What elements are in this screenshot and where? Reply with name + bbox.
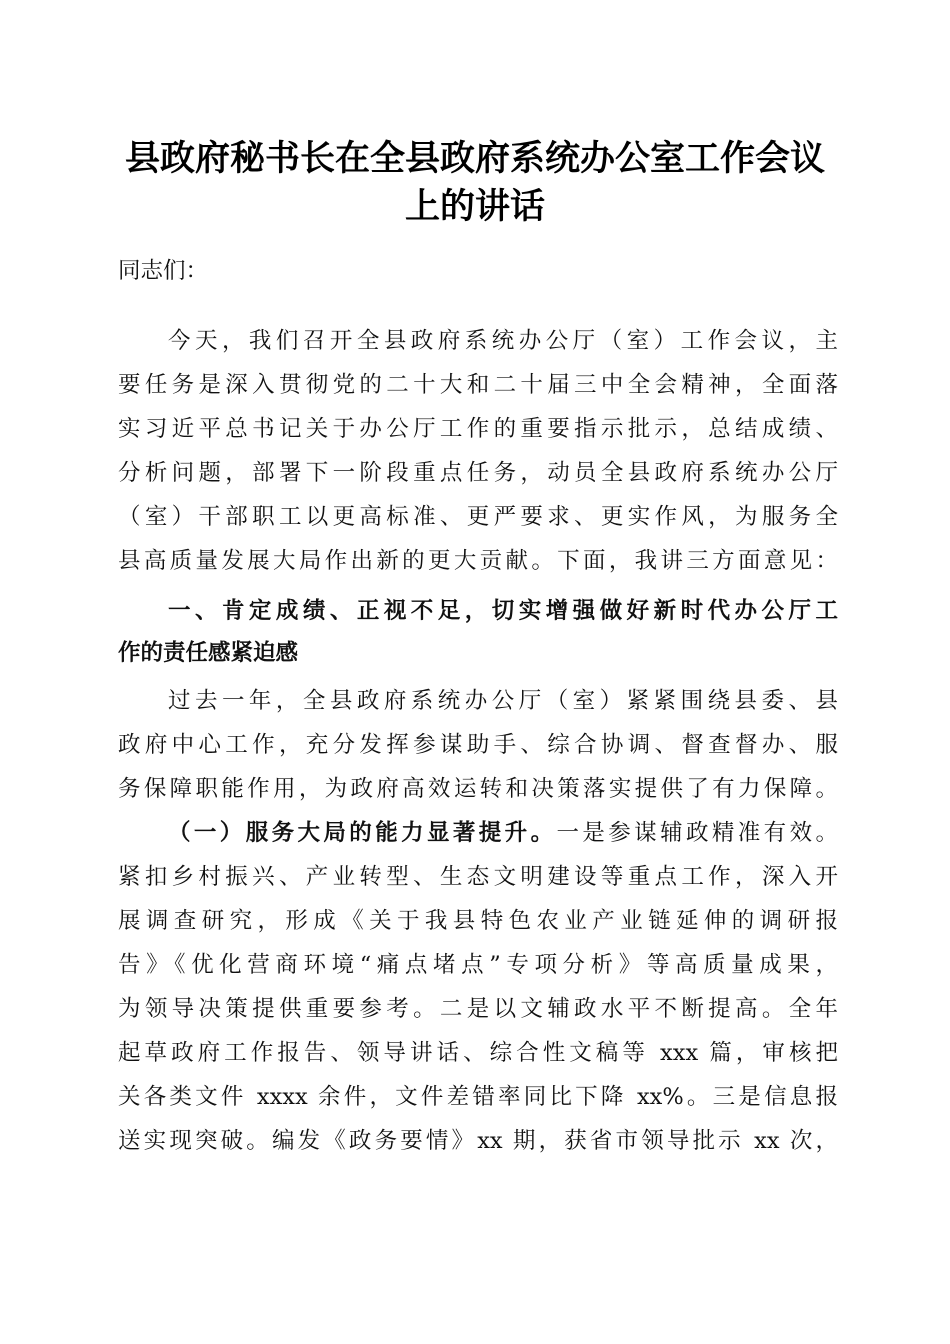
subsection-1-first-line [168,818,838,848]
intro-line-1: 今天，我们召开全县政府系统办公厅（室）工作会议，主 [168,328,838,354]
salutation: 同志们： [118,258,209,284]
subsection-1-line-1: 紧扣乡村振兴、产业转型、生态文明建设等重点工作，深入开 [118,864,838,890]
section-1-heading-line-1: 一、肯定成绩、正视不足，切实增强做好新时代办公厅工 [168,598,838,624]
section-1-heading-line-2: 作的责任感紧迫感 [118,640,299,666]
subsection-1-lead-rest: 一是参谋辅政精准有效。 [556,820,838,846]
section-1-para-line-2: 政府中心工作，充分发挥参谋助手、综合协调、督查督办、服 [118,732,838,758]
document-title-line-2: 上的讲话 [404,186,545,227]
intro-line-4: 分析问题，部署下一阶段重点任务，动员全县政府系统办公厅 [118,460,838,486]
document-title-line-1: 县政府秘书长在全县政府系统办公室工作会议 [124,138,825,179]
subsection-1-line-6: 关各类文件 xxxx 余件，文件差错率同比下降 xx%。三是信息报 [118,1084,838,1110]
section-1-para-line-1: 过去一年，全县政府系统办公厅（室）紧紧围绕县委、县 [168,688,838,714]
section-1-para-line-3: 务保障职能作用，为政府高效运转和决策落实提供了有力保障。 [118,776,838,802]
intro-line-5: （室）干部职工以更高标准、更严要求、更实作风，为服务全 [118,504,838,530]
subsection-1-line-5: 起草政府工作报告、领导讲话、综合性文稿等 xxx 篇，审核把 [118,1040,838,1066]
intro-line-3: 实习近平总书记关于办公厅工作的重要指示批示，总结成绩、 [118,416,838,442]
subsection-1-line-4: 为领导决策提供重要参考。二是以文辅政水平不断提高。全年 [118,996,838,1022]
subsection-1-line-2: 展调查研究，形成《关于我县特色农业产业链延伸的调研报 [118,908,838,934]
subsection-1-line-7: 送实现突破。编发《政务要情》xx 期，获省市领导批示 xx 次， [118,1128,838,1154]
intro-line-6: 县高质量发展大局作出新的更大贡献。下面，我讲三方面意见： [118,548,838,574]
subsection-1-lead: （一）服务大局的能力显著提升。 [168,820,557,846]
subsection-1-line-3: 告》《优化营商环境“痛点堵点”专项分析》等高质量成果， [118,952,838,978]
intro-line-2: 要任务是深入贯彻党的二十大和二十届三中全会精神，全面落 [118,372,838,398]
